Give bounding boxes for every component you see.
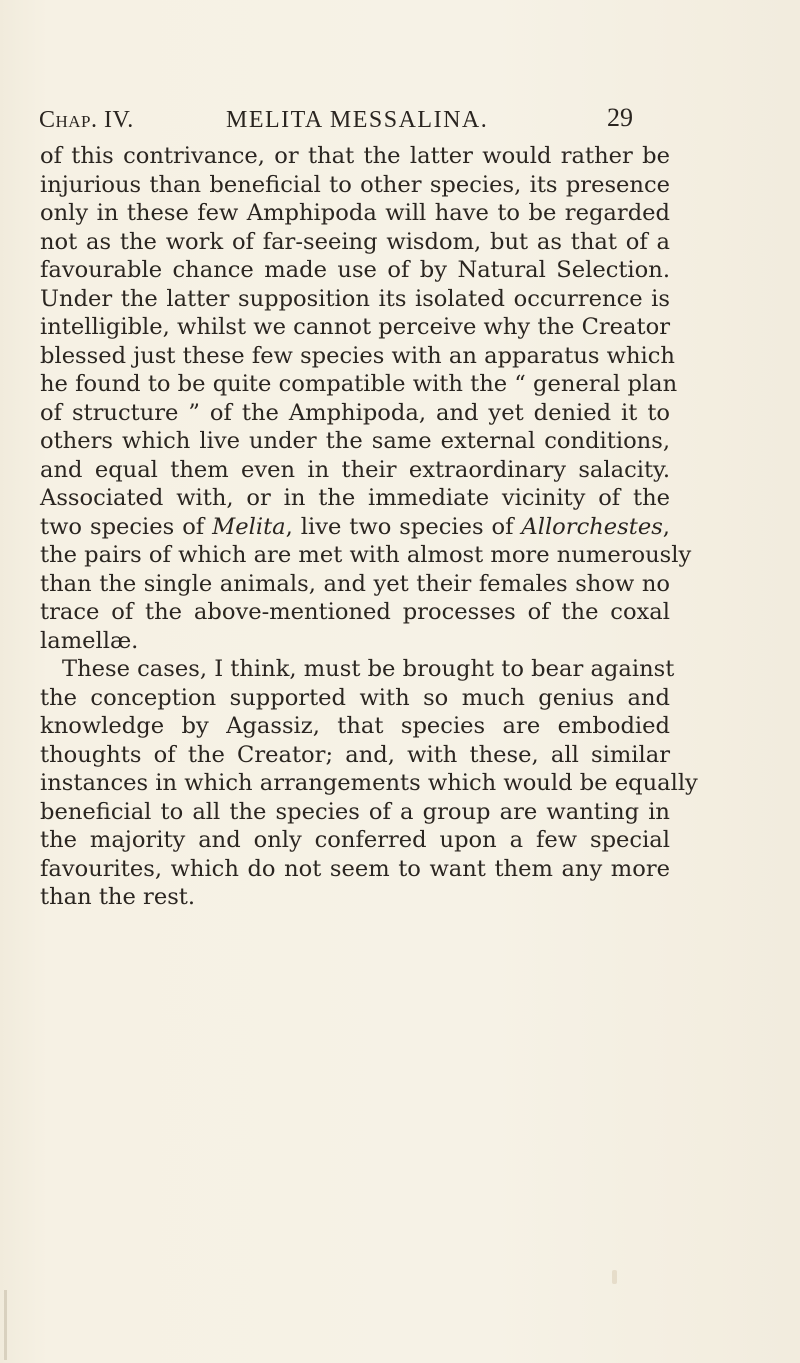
genus-name: Melita (212, 513, 286, 540)
text-line: others which live under the same external conditions, (40, 428, 670, 454)
text-line: beneficial to all the species of a group are wanting in (40, 798, 670, 825)
chapter-label: Chap. IV. (39, 107, 134, 133)
text-line: thoughts of the Creator; and, with these, all similar (40, 741, 670, 768)
text-line: not as the work of far-seeing wisdom, but as that of a (40, 228, 670, 255)
running-head (39, 103, 669, 139)
page-edge-shadow (4, 1290, 7, 1360)
text-line: he found to be quite compatible with the “ general plan (40, 371, 678, 397)
text-line: only in these few Amphipoda will have to be regarded (40, 200, 670, 226)
text-line: of this contrivance, or that the latter would rather be (40, 143, 670, 169)
text-line: favourable chance made use of by Natural Selection. (40, 257, 670, 283)
text-line: Associated with, or in the immediate vicinity of the (40, 485, 670, 511)
text-line: of structure ” of the Amphipoda, and yet denied it to (40, 399, 670, 426)
text-line: the pairs of which are met with almost more numerously (40, 542, 692, 568)
text-line: the majority and only conferred upon a few special (40, 827, 670, 853)
text-line: lamellæ. (40, 627, 139, 654)
text-line: knowledge by Agassiz, that species are embodied (40, 713, 670, 739)
text-line: than the rest. (40, 884, 196, 910)
text-line: favourites, which do not seem to want them any more (40, 855, 670, 882)
text-line: injurious than beneficial to other species, its presence (40, 171, 670, 198)
text-line: intelligible, whilst we cannot perceive why the Creator (40, 314, 670, 340)
text-line: trace of the above-mentioned processes of the coxal (40, 599, 670, 625)
page-number: 29 (607, 103, 633, 132)
body-text (40, 142, 698, 912)
text-line: two species of Melita, live two species of Allorchestes, (40, 513, 670, 540)
text-line: and equal them even in their extraordinary salacity. (40, 456, 670, 483)
text-line: blessed just these few species with an apparatus which (40, 342, 675, 369)
text-line: the conception supported with so much genius and (40, 684, 670, 711)
text-line: instances in which arrangements which would be equally (40, 770, 698, 796)
text-line: Under the latter supposition its isolated occurrence is (40, 285, 670, 312)
running-title: MELITA MESSALINA. (226, 107, 489, 133)
text-line-italic-names (40, 513, 670, 542)
text-line: than the single animals, and yet their females show no (40, 570, 670, 597)
genus-name: Allorchestes (521, 513, 663, 540)
paragraph-start-line: These cases, I think, must be brought to bear against (62, 656, 675, 682)
paper-blemish (612, 1270, 617, 1284)
